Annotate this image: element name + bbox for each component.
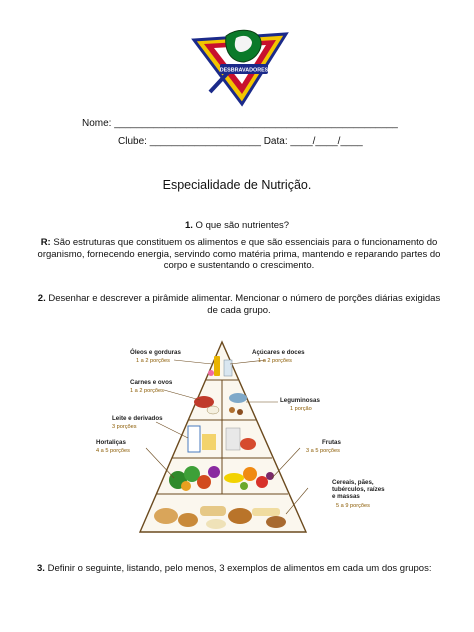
answer-text: São estruturas que constituem os alimentos e que são essenciais para o funcionamento do organismo, fornecendo energia, servindo como matéria prima, mantendo e reparando partes do corpo e sustentando o crescimento. xyxy=(37,237,441,271)
question-2-text: Desenhar e descrever a pirâmide alimentar. Mencionar o número de porções diárias exigidas de cada grupo. xyxy=(48,293,441,316)
question-1 xyxy=(0,220,474,231)
label-dairy: Leite e derivados xyxy=(112,415,163,422)
question-3-text: Definir o seguinte, listando, pelo menos, 3 exemplos de alimentos em cada um dos grupos: xyxy=(47,563,432,574)
portions-grains: 5 a 9 porções xyxy=(336,503,370,509)
portions-sweets: 1 a 2 porções xyxy=(258,358,292,364)
portions-oils: 1 a 2 porções xyxy=(136,358,170,364)
club-date-row xyxy=(118,136,363,147)
label-sweets: Açúcares e doces xyxy=(252,349,305,356)
club-field[interactable]: ____________________ xyxy=(149,136,261,147)
question-1-number: 1. xyxy=(184,220,193,231)
date-field[interactable]: ____/____/____ xyxy=(290,136,363,147)
label-grains-line-2: tubérculos, raízes xyxy=(332,486,385,493)
question-2 xyxy=(34,293,444,316)
portions-meat-eggs: 1 a 2 porções xyxy=(130,388,164,394)
food-pyramid-figure xyxy=(96,338,400,538)
answer-prefix: R: xyxy=(40,237,51,248)
label-fruits: Frutas xyxy=(322,439,341,446)
label-legumes: Leguminosas xyxy=(280,397,320,404)
name-field[interactable]: ___________________________________________________ xyxy=(114,118,398,129)
date-label: Data: xyxy=(263,136,288,147)
question-3-number: 3. xyxy=(37,563,45,574)
logo-banner-text: DESBRAVADORES xyxy=(219,67,269,74)
name-field-row xyxy=(82,118,398,129)
name-label: Nome: xyxy=(82,118,112,129)
label-grains-line-3: e massas xyxy=(332,493,360,500)
label-meat-eggs: Carnes e ovos xyxy=(130,379,173,386)
question-1-text: O que são nutrientes? xyxy=(195,220,290,231)
label-oils: Óleos e gorduras xyxy=(130,349,181,356)
page-title: Especialidade de Nutrição. xyxy=(162,178,312,192)
club-label: Clube: xyxy=(118,136,147,147)
question-2-number: 2. xyxy=(37,293,46,304)
portions-fruits: 3 a 5 porções xyxy=(306,448,340,454)
label-vegetables: Hortaliças xyxy=(96,439,126,446)
portions-vegetables: 4 a 5 porções xyxy=(96,448,130,454)
portions-dairy: 3 porções xyxy=(112,424,137,430)
answer-1 xyxy=(34,237,444,272)
portions-legumes: 1 porção xyxy=(290,406,312,412)
question-3 xyxy=(37,563,431,574)
pyramid-outline xyxy=(140,342,306,532)
pathfinder-logo xyxy=(190,22,290,107)
label-grains-line-1: Cereais, pães, xyxy=(332,479,374,486)
